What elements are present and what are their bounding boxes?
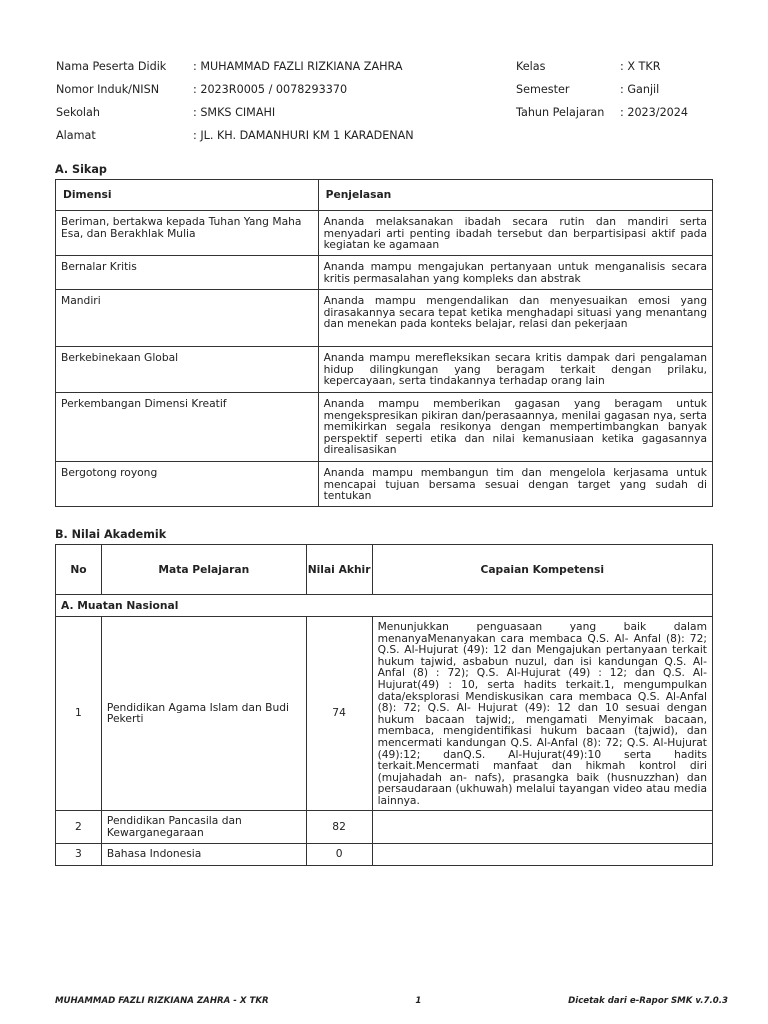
- table-row: [56, 810, 713, 843]
- dimensi-cell: Beriman, bertakwa kepada Tuhan Yang Maha Esa, dan Berakhlak Mulia: [56, 211, 319, 256]
- no-cell: 2: [56, 810, 102, 843]
- sekolah-label: Sekolah: [56, 106, 100, 119]
- kelas-label: Kelas: [516, 60, 546, 73]
- identity-row-alamat: [56, 124, 716, 147]
- dimensi-cell: Perkembangan Dimensi Kreatif: [56, 393, 319, 462]
- table-row: [56, 256, 713, 290]
- table-row: [56, 347, 713, 393]
- alamat-label: Alamat: [56, 129, 96, 142]
- footer-student: MUHAMMAD FAZLI RIZKIANA ZAHRA - X TKR: [55, 996, 269, 1006]
- capaian-cell: [372, 810, 712, 843]
- identity-row-nama: [56, 55, 716, 78]
- header-mapel: Mata Pelajaran: [101, 545, 306, 595]
- header-nilai: Nilai Akhir: [306, 545, 372, 595]
- sikap-header-row: [56, 180, 713, 211]
- table-row: [56, 462, 713, 507]
- dimensi-cell: Berkebinekaan Global: [56, 347, 319, 393]
- nisn-value: : 2023R0005 / 0078293370: [193, 83, 348, 96]
- tahun-value: : 2023/2024: [620, 106, 689, 119]
- group-row: [56, 595, 713, 617]
- table-row: [56, 393, 713, 462]
- mapel-cell: Bahasa Indonesia: [101, 843, 306, 865]
- nilai-cell: 82: [306, 810, 372, 843]
- footer-printed-by: Dicetak dari e-Rapor SMK v.7.0.3: [568, 996, 728, 1006]
- nama-value: : MUHAMMAD FAZLI RIZKIANA ZAHRA: [193, 60, 403, 73]
- mapel-cell: Pendidikan Pancasila dan Kewarganegaraan: [101, 810, 306, 843]
- penjelasan-cell: Ananda mampu memberikan gagasan yang beragam untuk mengekspresikan pikiran dan/perasaannya, menilai gagasan nya, serta memikirkan segala resikonya dengan mempertimbangkan banyak perspektif seperti etika dan nilai kemanusiaan ketika gagasannya direalisasikan: [318, 393, 712, 462]
- kelas-value: : X TKR: [620, 60, 661, 73]
- section-nilai-title: B. Nilai Akademik: [55, 528, 167, 541]
- penjelasan-cell: Ananda melaksanakan ibadah secara rutin dan mandiri serta menyadari arti penting ibadah tersebut dan berpartisipasi aktif pada kegiatan ke agamaan: [318, 211, 712, 256]
- mapel-cell: Pendidikan Agama Islam dan Budi Pekerti: [101, 617, 306, 811]
- capaian-cell: [372, 843, 712, 865]
- nilai-cell: 74: [306, 617, 372, 811]
- nilai-cell: 0: [306, 843, 372, 865]
- page-footer: [55, 996, 728, 1006]
- alamat-value: : JL. KH. DAMANHURI KM 1 KARADENAN: [193, 129, 414, 142]
- identity-row-nisn: [56, 78, 716, 101]
- table-row: [56, 617, 713, 811]
- semester-label: Semester: [516, 83, 570, 96]
- section-sikap-title: A. Sikap: [55, 163, 107, 176]
- nisn-label: Nomor Induk/NISN: [56, 83, 160, 96]
- nilai-table: [55, 544, 713, 866]
- penjelasan-cell: Ananda mampu membangun tim dan mengelola kerjasama untuk mencapai tujuan bersama sesuai dengan target yang sudah di tentukan: [318, 462, 712, 507]
- nama-label: Nama Peserta Didik: [56, 60, 167, 73]
- table-row: [56, 290, 713, 347]
- no-cell: 3: [56, 843, 102, 865]
- header-dimensi: Dimensi: [56, 180, 319, 211]
- nilai-header-row: [56, 545, 713, 595]
- semester-value: : Ganjil: [620, 83, 660, 96]
- dimensi-cell: Bergotong royong: [56, 462, 319, 507]
- dimensi-cell: Bernalar Kritis: [56, 256, 319, 290]
- no-cell: 1: [56, 617, 102, 811]
- table-row: [56, 843, 713, 865]
- penjelasan-cell: Ananda mampu merefleksikan secara kritis dampak dari pengalaman hidup dilingkungan yang beragam terkait dengan prilaku, kepercayaan, serta tindakannya terhadap orang lain: [318, 347, 712, 393]
- table-row: [56, 211, 713, 256]
- identity-row-sekolah: [56, 101, 716, 124]
- header-no: No: [56, 545, 102, 595]
- footer-page-number: 1: [415, 996, 422, 1006]
- header-capaian: Capaian Kompetensi: [372, 545, 712, 595]
- tahun-label: Tahun Pelajaran: [516, 106, 605, 119]
- sekolah-value: : SMKS CIMAHI: [193, 106, 276, 119]
- penjelasan-cell: Ananda mampu mengendalikan dan menyesuaikan emosi yang dirasakannya secara tepat ketika menghadapi situasi yang menantang dan menekan pada konteks belajar, relasi dan pekerjaan: [318, 290, 712, 347]
- dimensi-cell: Mandiri: [56, 290, 319, 347]
- penjelasan-cell: Ananda mampu mengajukan pertanyaan untuk menganalisis secara kritis permasalahan yang kompleks dan abstrak: [318, 256, 712, 290]
- group-label: A. Muatan Nasional: [56, 595, 713, 617]
- capaian-cell: Menunjukkan penguasaan yang baik dalam menanyaMenanyakan cara membaca Q.S. Al- Anfal (8): 72; Q.S. Al-Hujurat (49): 12 dan Mengajukan pertanyaan terkait hukum tajwid, asbabun nuzul, dan isi kandungan Q.S. Al- Anfal (8) : 72); Q.S. Al-Hujurat (49) : 12; dan Q.S. Al-Hujurat(49) : 10, serta hadits terkait.1, mengumpulkan data/eksplorasi Mendiskusikan cara membaca Q.S. Al-Anfal (8): 72; Q.S. Al- Hujurat (49): 12 dan 10 sesuai dengan hukum bacaan tajwid;, mengamati Menyimak bacaan, membaca, mengidentifikasi hukum bacaan (tajwid), dan mencermati kandungan Q.S. Al-Anfal (8): 72; Q.S. Al-Hujurat (49):12; danQ.S. Al-Hujurat(49):10 serta hadits terkait.Mencermati manfaat dan hikmah kontrol diri (mujahadah an- nafs), prasangka baik (husnuzzhan) dan persaudaraan (ukhuwah) melalui tayangan video atau media lainnya.: [372, 617, 712, 811]
- header-penjelasan: Penjelasan: [318, 180, 712, 211]
- student-identity: [56, 55, 716, 147]
- sikap-table: [55, 179, 713, 507]
